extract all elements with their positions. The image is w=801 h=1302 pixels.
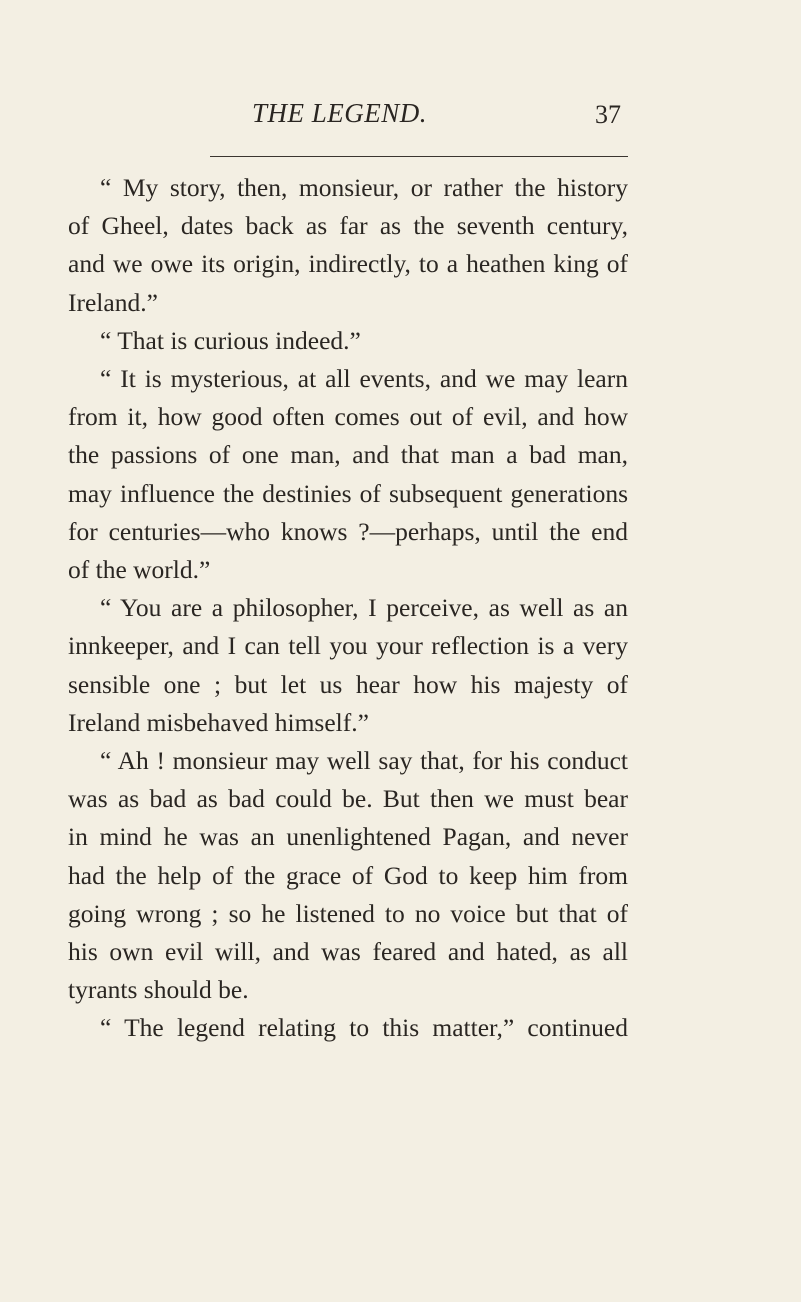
text-line: going wrong ; so he listened to no voice but that of bbox=[68, 898, 628, 928]
header-rule bbox=[210, 156, 628, 157]
text-line: “ Ah ! monsieur may well say that, for his conduct bbox=[100, 746, 628, 776]
text-line: of the world.” bbox=[68, 555, 211, 585]
text-line: Ireland.” bbox=[68, 287, 158, 317]
text-line: sensible one ; but let us hear how his majesty of bbox=[68, 669, 628, 699]
text-line: from it, how good often comes out of evil, and how bbox=[68, 402, 628, 432]
text-line: the passions of one man, and that man a bad man, bbox=[68, 440, 628, 470]
text-line: of Gheel, dates back as far as the seventh century, bbox=[68, 211, 628, 241]
text-line: Ireland misbehaved himself.” bbox=[68, 707, 369, 737]
body-text bbox=[68, 169, 628, 1048]
text-line: innkeeper, and I can tell you your reflection is a very bbox=[68, 631, 628, 661]
text-line: “ My story, then, monsieur, or rather the history bbox=[100, 173, 628, 202]
text-line: in mind he was an unenlightened Pagan, and never bbox=[68, 822, 628, 852]
text-line: “ It is mysterious, at all events, and we may learn bbox=[100, 364, 628, 394]
text-line: and we owe its origin, indirectly, to a heathen king of bbox=[68, 249, 628, 279]
text-line: his own evil will, and was feared and hated, as all bbox=[68, 937, 628, 967]
text-line: for centuries—who knows ?—perhaps, until the end bbox=[68, 516, 628, 546]
page-number: 37 bbox=[595, 100, 621, 129]
text-line: tyrants should be. bbox=[68, 975, 249, 1005]
text-line: “ You are a philosopher, I perceive, as well as an bbox=[100, 593, 628, 623]
text-line: had the help of the grace of God to keep him from bbox=[68, 860, 628, 890]
running-head: THE LEGEND. bbox=[252, 98, 428, 128]
text-line: may influence the destinies of subsequent generations bbox=[68, 478, 628, 508]
text-line: “ That is curious indeed.” bbox=[100, 325, 361, 355]
text-line: was as bad as bad could be. But then we must bear bbox=[68, 784, 628, 814]
text-line: “ The legend relating to this matter,” continued bbox=[100, 1013, 628, 1043]
